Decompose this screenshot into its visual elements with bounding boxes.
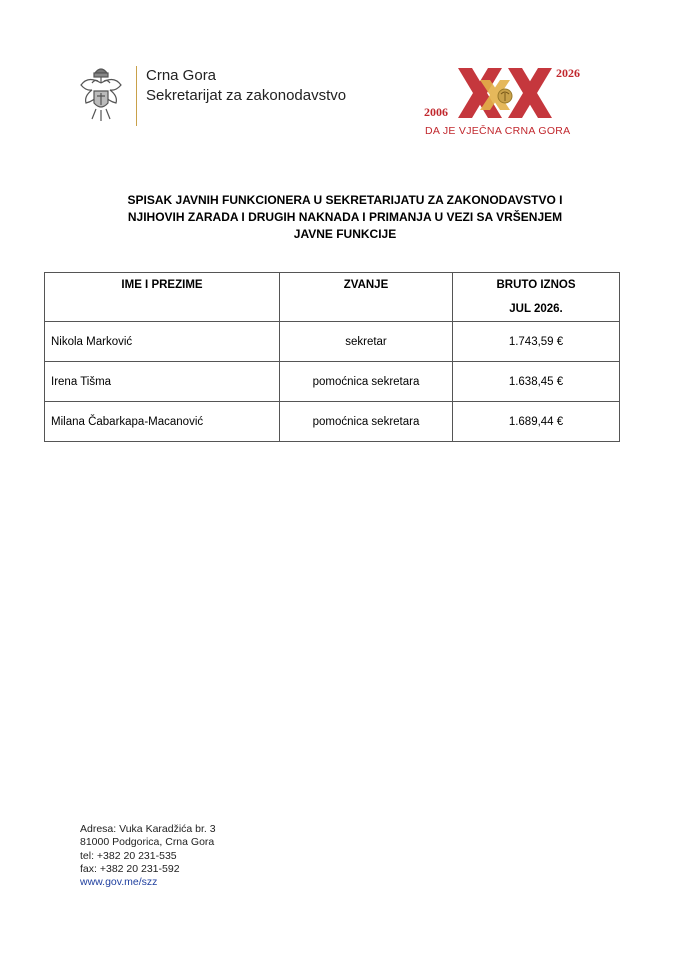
footer-address: Adresa: Vuka Karadžića br. 3: [80, 823, 216, 835]
footer-tel: tel: +382 20 231-535: [80, 849, 177, 862]
jubilee-year-start: 2006: [424, 105, 448, 119]
table-row: [45, 362, 620, 402]
official-title: pomoćnica sekretara: [280, 402, 453, 442]
table-header-row: [45, 273, 620, 322]
footer-fax: fax: +382 20 231-592: [80, 862, 180, 875]
title-line: SPISAK JAVNIH FUNKCIONERA U SEKRETARIJATU ZA ZAKONODAVSTVO I: [127, 193, 563, 207]
column-header-name: IME I PREZIME: [45, 273, 280, 322]
table-row: [45, 402, 620, 442]
title-line: NJIHOVIH ZARADA I DRUGIH NAKNADA I PRIMANJA U VEZI SA VRŠENJEM: [127, 210, 563, 224]
footer-city: 81000 Podgorica, Crna Gora: [80, 836, 215, 849]
website-link[interactable]: www.gov.me/szz: [80, 876, 158, 889]
column-header-title: ZVANJE: [280, 273, 453, 322]
official-title: sekretar: [280, 322, 453, 362]
official-title: pomoćnica sekretara: [280, 362, 453, 402]
document-title: [60, 192, 630, 243]
official-name: Irena Tišma: [45, 362, 280, 402]
gross-amount: 1.743,59 €: [453, 322, 620, 362]
official-name: Milana Čabarkapa-Macanović: [45, 402, 280, 442]
country-name: Crna Gora: [146, 67, 217, 84]
gross-amount: 1.689,44 €: [453, 402, 620, 442]
institution-name: Sekretarijat za zakonodavstvo: [146, 87, 347, 104]
official-name: Nikola Marković: [45, 322, 280, 362]
jubilee-slogan: DA JE VJEČNA CRNA GORA: [425, 125, 571, 137]
coat-of-arms-icon: [78, 63, 124, 125]
column-header-amount: BRUTO IZNOS JUL 2026.: [453, 273, 620, 322]
jubilee-year-end: 2026: [556, 66, 580, 80]
officials-table: [44, 272, 620, 442]
header-divider: [136, 66, 137, 126]
gross-amount: 1.638,45 €: [453, 362, 620, 402]
contact-footer: [80, 823, 216, 889]
title-line: JAVNE FUNKCIJE: [293, 227, 397, 241]
table-row: [45, 322, 620, 362]
institution-header: [146, 66, 346, 106]
